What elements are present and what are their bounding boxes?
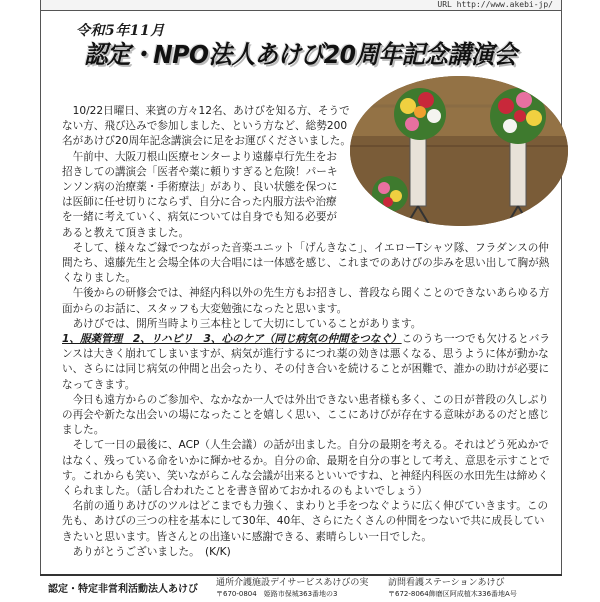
left-page-border [40, 0, 41, 574]
header-url: URL http://www.akebi-jp/ [437, 0, 553, 9]
page-footer [40, 574, 562, 602]
paragraph-4: 午後からの研修会では、神経内科以外の先生方もお招きし、普段なら聞くことのできないあらゆる方面からのお話に、スタッフも大変勉強になったと思います。 [62, 287, 550, 315]
article-title: 認定・NPO法人あけび20周年記念講演会 [84, 40, 517, 69]
pillars-rest: このうち一つでも欠けるとバランスは大きく崩れてしまいますが、病気が進行するにつれ薬の効きは悪くなる、思うように体が動かない、さらには同じ病気の仲間と出会ったり、その付き合いを続けることが困難で、誰かの助けが必要になってきます。 [62, 333, 550, 391]
footer-facility-1 [216, 578, 368, 600]
paragraph-5: あけびでは、開所当時より三本柱として大切にしていることがあります。 [72, 317, 422, 330]
article-date: 令和5年11月 [76, 23, 165, 39]
paragraph-3: そして、様々なご縁でつながった音楽ユニット「げんきなこ」、イエローTシャツ隊、フラダンスの仲間たち、遠藤先生と会場全体の大合唱には一体感を感じ、これまでのあけびの歩みを思い出して胸が熱くなりました。 [62, 241, 550, 285]
header-url-strip [40, 0, 562, 11]
paragraph-2: 午前中、大阪刀根山医療センターより遠藤卓行先生をお招きしての講演会「医者や薬に頼りすぎると危険！パーキンソン病の治療薬・手術療法」があり、良い状態を保つには医師に任せ切りにならず、自分に合った内服方法や治療を一緒に考えていく、病気については自身でも知る必要があると教えて頂きました。 [62, 150, 338, 239]
facility-2-name: 訪問看護ステーションあけび [388, 578, 505, 588]
paragraph-7: そして一日の最後に、ACP（人生会議）の話が出ました。自分の最期を考える。それはどう死ぬかではなく、残っている命をいかに輝かせるか。自分の命、最期を自分の事として考え、意思を示すことです。これからも笑い、笑いながらこんな会議が出来るといいですね、と神経内科医の水田先生は締めくくられました。（話し合われたことを書き留めておかれるのもよいでしょう） [62, 439, 550, 498]
facility-2-address: 〒672-8064飾磨区阿成植木336番地A号 [388, 590, 517, 598]
paragraph-9: ありがとうございました。 (K/K) [72, 545, 231, 558]
footer-facility-2 [388, 578, 517, 600]
paragraph-8: 名前の通りあけびのツルはどこまでも力強く、まわりと手をつなぐように広く伸びていきます。この先も、あけびの三つの柱を基本にして30年、40年、さらにたくさんの仲間をつないで共に成長していきたいと思います。皆さんとの出逢いに感謝できる、素晴らしい一日でした。 [62, 500, 549, 543]
facility-1-address: 〒670-0804 姫路市保城363番地の3 [216, 590, 338, 598]
facility-1-name: 通所介護施設デイサービスあけびの実 [216, 578, 369, 588]
paragraph-6: 今日も遠方からのご参加や、なかなか一人では外出できない患者様も多く、この日が普段の久しぶりの再会や新たな出会いの場になったことを嬉しく思い、ここにあけびが存在する意味があるのだと感じました。 [62, 393, 550, 437]
footer-org-name: 認定・特定非営利活動法人あけび [48, 584, 198, 595]
article-body [62, 104, 554, 560]
pillars-paragraph [62, 332, 554, 393]
paragraph-1: 10/22日曜日、来賓の方々12名、あけびを知る方、そうでない方、飛び込みで参加しました、という方など、総勢200名があけび20周年記念講演会に足をお運びくださいました。 [62, 105, 351, 148]
pillars-highlight: 1、服薬管理 2、リハビリ 3、心のケア（同じ病気の仲間をつなぐ） [62, 333, 402, 346]
right-page-border [561, 0, 562, 574]
